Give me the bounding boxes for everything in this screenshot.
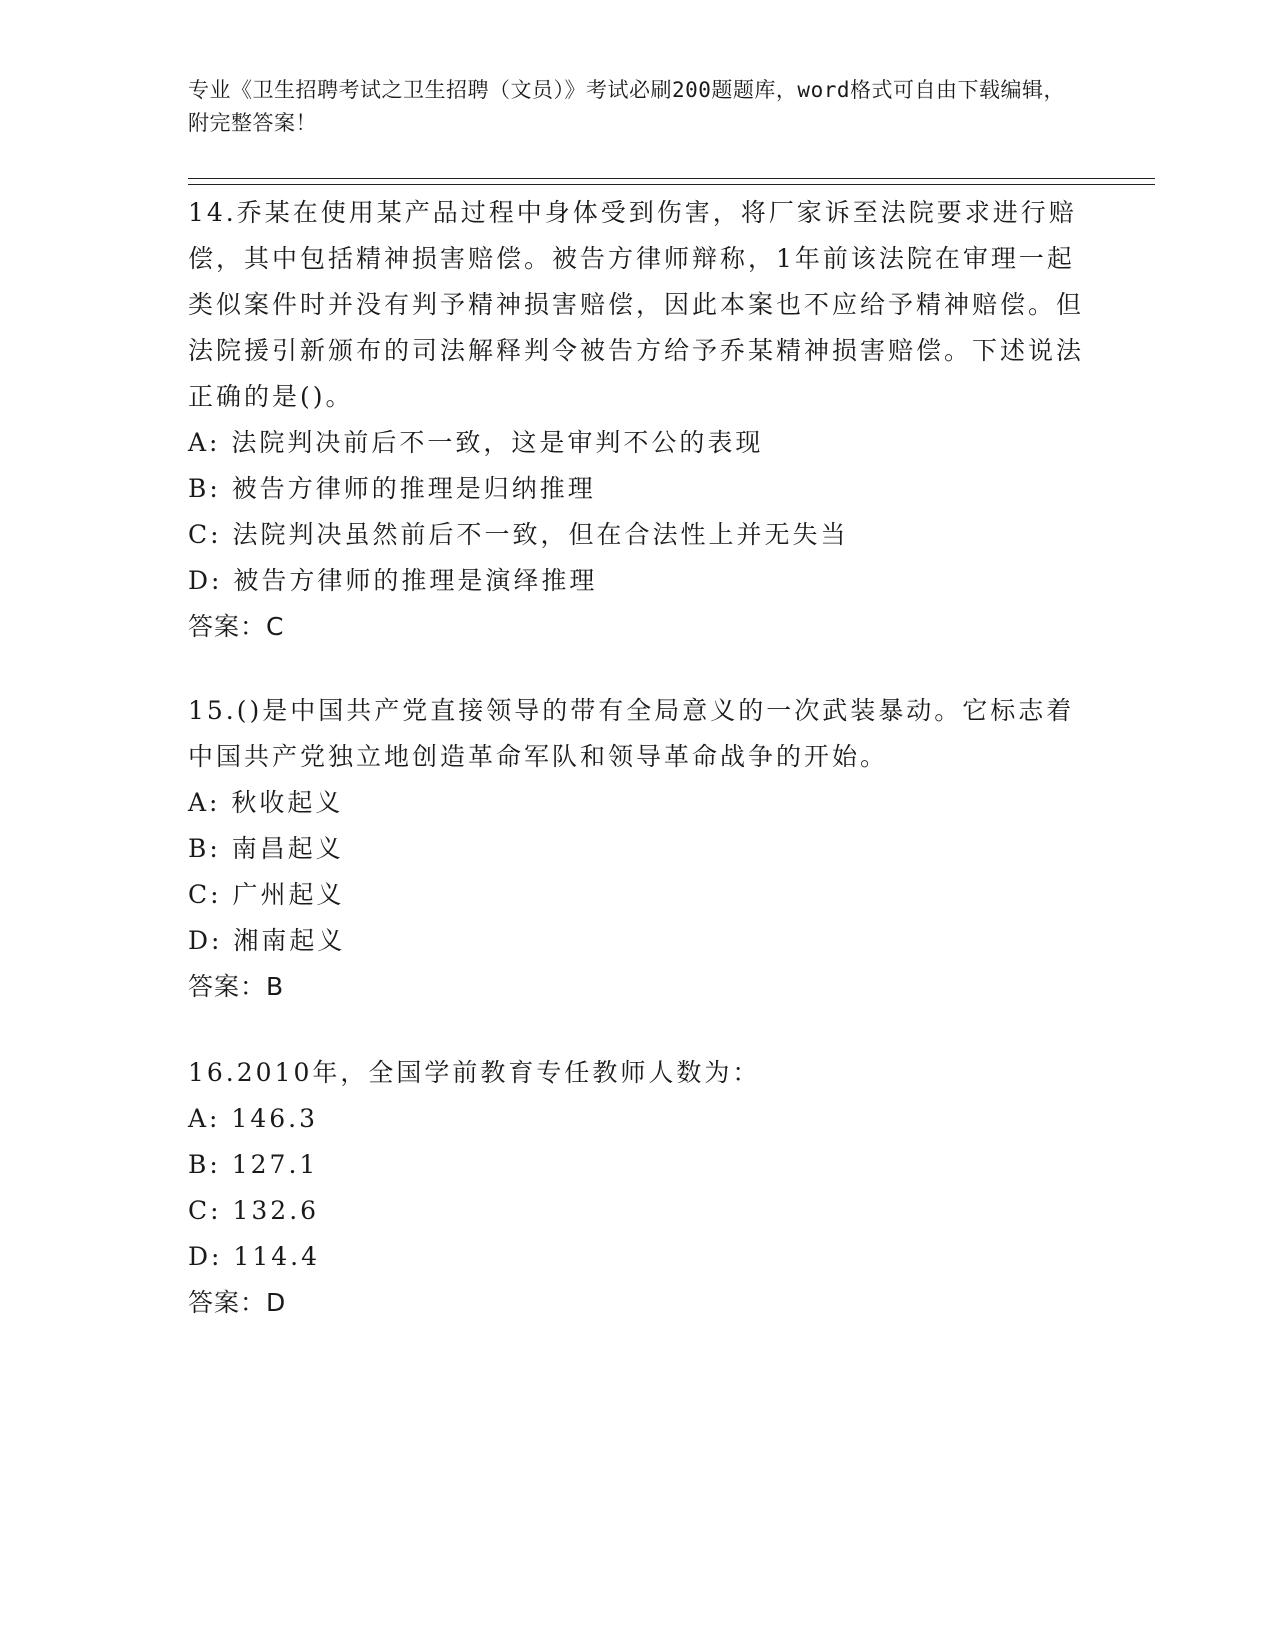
header-divider-top <box>188 178 1155 179</box>
option-a: A: 146.3 <box>188 1104 318 1133</box>
question-15 <box>188 688 1088 1010</box>
question-stem: 14.乔某在使用某产品过程中身体受到伤害，将厂家诉至法院要求进行赔偿，其中包括精神损害赔偿。被告方律师辩称，1年前该法院在审理一起类似案件时并没有判予精神损害赔偿，因此本案也不应给予精神赔偿。但法院援引新颁布的司法解释判令被告方给予乔某精神损害赔偿。下述说法正确的是()。 <box>188 198 1085 411</box>
question-stem: 15.()是中国共产党直接领导的带有全局意义的一次武装暴动。它标志着中国共产党独立地创造革命军队和领导革命战争的开始。 <box>188 696 1075 771</box>
document-header: 专业《卫生招聘考试之卫生招聘（文员）》考试必刷200题题库，word格式可自由下载编辑，附完整答案！ <box>188 78 1065 135</box>
option-a: A: 秋收起义 <box>188 788 344 817</box>
answer-label: 答案：C <box>188 612 285 641</box>
option-c: C: 132.6 <box>188 1196 320 1225</box>
option-c: C: 法院判决虽然前后不一致，但在合法性上并无失当 <box>188 520 849 549</box>
answer-label: 答案：D <box>188 1288 287 1317</box>
option-d: D: 湘南起义 <box>188 926 346 955</box>
option-a: A: 法院判决前后不一致，这是审判不公的表现 <box>188 428 764 457</box>
option-b: B: 127.1 <box>188 1150 319 1179</box>
option-c: C: 广州起义 <box>188 880 345 909</box>
option-b: B: 被告方律师的推理是归纳推理 <box>188 474 596 503</box>
option-b: B: 南昌起义 <box>188 834 344 863</box>
question-stem: 16.2010年，全国学前教育专任教师人数为： <box>188 1058 761 1087</box>
header-divider-bottom <box>188 184 1155 185</box>
question-14 <box>188 190 1088 650</box>
question-16 <box>188 1050 1088 1326</box>
option-d: D: 114.4 <box>188 1242 320 1271</box>
answer-label: 答案：B <box>188 972 285 1001</box>
option-d: D: 被告方律师的推理是演绎推理 <box>188 566 598 595</box>
